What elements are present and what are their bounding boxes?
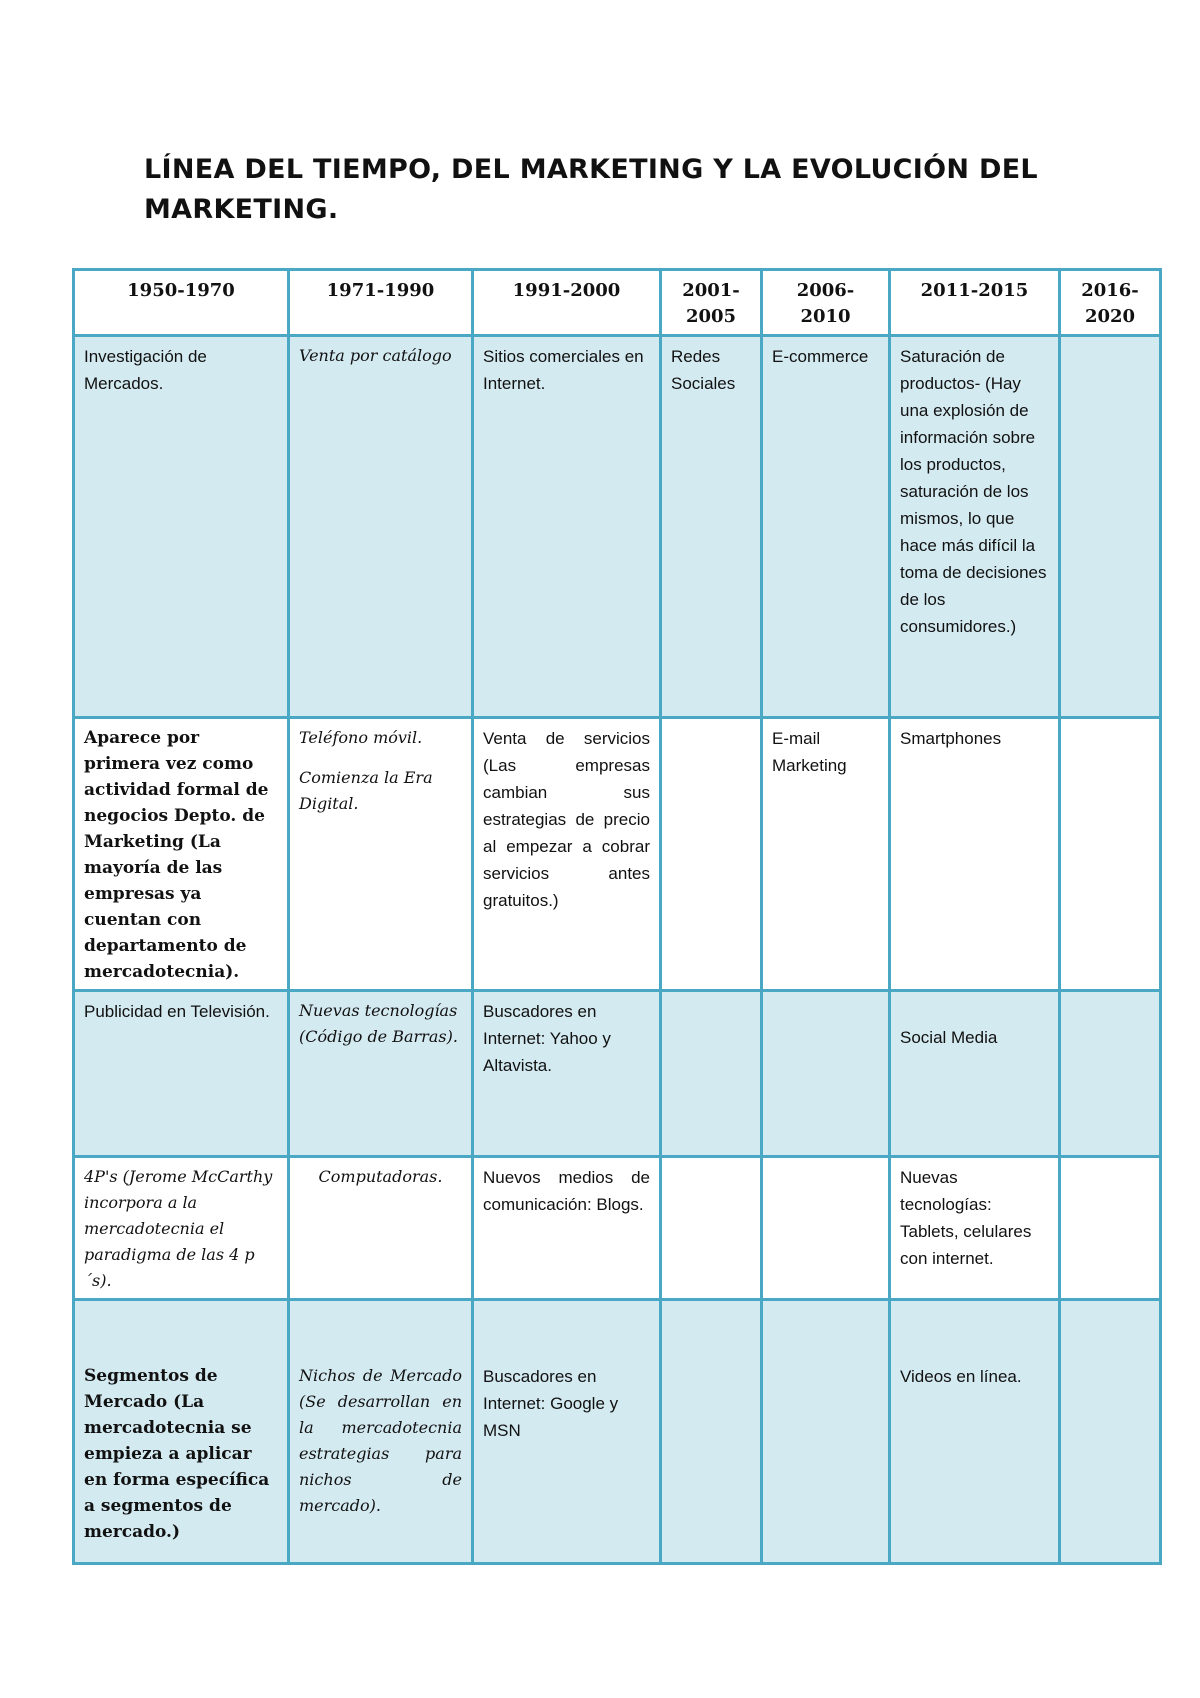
table-cell bbox=[1060, 336, 1161, 718]
table-cell: Publicidad en Televisión. bbox=[74, 991, 289, 1157]
table-cell: Venta por catálogo bbox=[289, 336, 473, 718]
table-row bbox=[74, 1157, 1161, 1300]
table-cell: Nichos de Mercado (Se desarrollan en la mercadotecnia estrategias para nichos de mercado). bbox=[289, 1300, 473, 1564]
table-cell bbox=[762, 1300, 890, 1564]
table-cell bbox=[1060, 991, 1161, 1157]
header-cell: 2016-2020 bbox=[1060, 270, 1161, 336]
table-cell: 4P's (Jerome McCarthy incorpora a la mercadotecnia el paradigma de las 4 p´s). bbox=[74, 1157, 289, 1300]
table-cell bbox=[289, 718, 473, 991]
table-cell bbox=[661, 1300, 762, 1564]
header-cell: 1991-2000 bbox=[473, 270, 661, 336]
table-cell: Venta de servicios (Las empresas cambian sus estrategias de precio al empezar a cobrar servicios antes gratuitos.) bbox=[473, 718, 661, 991]
header-cell: 2001-2005 bbox=[661, 270, 762, 336]
table-cell bbox=[1060, 1300, 1161, 1564]
table-row bbox=[74, 991, 1161, 1157]
table-cell: E-commerce bbox=[762, 336, 890, 718]
table-row bbox=[74, 718, 1161, 991]
table-cell bbox=[661, 1157, 762, 1300]
table-cell: Nuevas tecnologías (Código de Barras). bbox=[289, 991, 473, 1157]
document-title: LÍNEA DEL TIEMPO, DEL MARKETING Y LA EVOLUCIÓN DEL MARKETING. bbox=[144, 154, 1038, 225]
table-cell: Nuevas tecnologías: Tablets, celulares con internet. bbox=[890, 1157, 1060, 1300]
table-cell: Nuevos medios de comunicación: Blogs. bbox=[473, 1157, 661, 1300]
table-cell: Videos en línea. bbox=[890, 1300, 1060, 1564]
table-cell: Saturación de productos- (Hay una explosión de información sobre los productos, saturación de los mismos, lo que hace más difícil la toma de decisiones de los consumidores.) bbox=[890, 336, 1060, 718]
header-cell: 2006-2010 bbox=[762, 270, 890, 336]
header-cell: 1950-1970 bbox=[74, 270, 289, 336]
table-cell: E-mail Marketing bbox=[762, 718, 890, 991]
table-cell: Social Media bbox=[890, 991, 1060, 1157]
table-cell: Aparece por primera vez como actividad formal de negocios Depto. de Marketing (La mayoría de las empresas ya cuentan con departamento de mercadotecnia). bbox=[74, 718, 289, 991]
table-cell: Buscadores en Internet: Google y MSN bbox=[473, 1300, 661, 1564]
cell-line: Comienza la Era Digital. bbox=[299, 768, 433, 813]
header-row bbox=[74, 270, 1161, 336]
table-cell: Segmentos de Mercado (La mercadotecnia se empieza a aplicar en forma específica a segmentos de mercado.) bbox=[74, 1300, 289, 1564]
table-cell: Smartphones bbox=[890, 718, 1060, 991]
header-cell: 1971-1990 bbox=[289, 270, 473, 336]
header-cell: 2011-2015 bbox=[890, 270, 1060, 336]
table-cell bbox=[762, 991, 890, 1157]
table-cell: Computadoras. bbox=[289, 1157, 473, 1300]
table-cell: Buscadores en Internet: Yahoo y Altavista. bbox=[473, 991, 661, 1157]
timeline-table bbox=[72, 268, 1162, 1565]
table-cell: Sitios comerciales en Internet. bbox=[473, 336, 661, 718]
cell-line: Teléfono móvil. bbox=[299, 728, 423, 747]
table-cell bbox=[661, 991, 762, 1157]
table-row bbox=[74, 1300, 1161, 1564]
table-cell: Investigación de Mercados. bbox=[74, 336, 289, 718]
table-cell bbox=[762, 1157, 890, 1300]
table-row bbox=[74, 336, 1161, 718]
table-cell bbox=[1060, 1157, 1161, 1300]
table-cell: Redes Sociales bbox=[661, 336, 762, 718]
table-cell bbox=[661, 718, 762, 991]
table-cell bbox=[1060, 718, 1161, 991]
